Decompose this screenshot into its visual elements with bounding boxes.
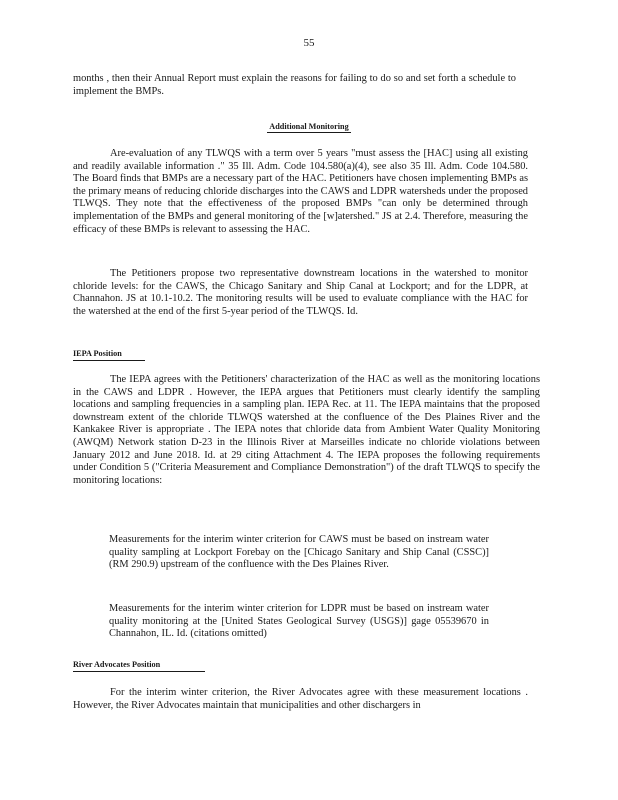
paragraph-bmp-schedule: months , then their Annual Report must explain the reasons for failing to do so and set forth a schedule to implement the BMPs. bbox=[73, 73, 516, 97]
paragraph-monitoring-locations: The Petitioners propose two representative downstream locations in the watershed to monitor chloride levels: for the CAWS, the Chicago Sanitary and Ship Canal at Lockport; and for the LDPR, at Channahon. JS at 10.1-10.2. The monitoring results will be used to evaluate compliance with the HAC for the watershed at the end of the first 5-year period of the TLWQS. Id. bbox=[73, 268, 528, 317]
heading-additional-monitoring bbox=[0, 122, 618, 133]
page-number: 55 bbox=[303, 37, 315, 49]
blockquote-ldpr-measurement: Measurements for the interim winter criterion for LDPR must be based on instream water quality monitoring at the [United States Geological Survey (USGS)] gage 05539670 in Channahon, IL. Id. (citations omitted) bbox=[109, 603, 489, 640]
paragraph-river-advocates: For the interim winter criterion, the River Advocates agree with these measurement locations . However, the River Advocates maintain that municipalities and other dischargers in bbox=[73, 687, 528, 711]
paragraph-iepa-agrees: The IEPA agrees with the Petitioners' characterization of the HAC as well as the monitoring locations in the CAWS and LDPR . However, the IEPA argues that Petitioners must clearly identify the sampling locations and sampling frequencies in a sampling plan. IEPA Rec. at 11. The IEPA maintains that the proposed downstream extent of the chloride TLWQS watershed at the confluence of the Des Plaines River and the Kankakee River is appropriate . The IEPA notes that chloride data from Ambient Water Quality Monitoring (AWQM) Network station D-23 in the Illinois River at Marseilles indicate no chloride violations between January 2012 and June 2018. Id. at 29 citing Attachment 4. The IEPA proposes the following requirements under Condition 5 ("Criteria Measurement and Compliance Demonstration") of the draft TLWQS to specify the monitoring locations: bbox=[73, 374, 540, 486]
heading-iepa-position: IEPA Position bbox=[73, 349, 145, 361]
heading-river-advocates-position: River Advocates Position bbox=[73, 660, 205, 672]
paragraph-re-evaluation: Are-evaluation of any TLWQS with a term over 5 years "must assess the [HAC] using all existing and readily available information ." 35 Ill. Adm. Code 104.580(a)(4), see also 35 Ill. Adm. Code 104.580. The Board finds that BMPs are a necessary part of the HAC. Petitioners have chosen implementing BMPs as the primary means of reducing chloride discharges into the CAWS and LDPR watersheds under the proposed TLWQS. They note that the effectiveness of the proposed BMPs "can only be determined through implementation of the BMPs and general monitoring of the [w]atershed." JS at 2.4. Therefore, measuring the efficacy of these BMPs is relevant to assessing the HAC. bbox=[73, 148, 528, 235]
blockquote-caws-measurement: Measurements for the interim winter criterion for CAWS must be based on instream water quality sampling at Lockport Forebay on the [Chicago Sanitary and Ship Canal (CSSC)] (RM 290.9) upstream of the confluence with the Des Plaines River. bbox=[109, 534, 489, 571]
heading-additional-monitoring-text: Additional Monitoring bbox=[269, 122, 349, 131]
